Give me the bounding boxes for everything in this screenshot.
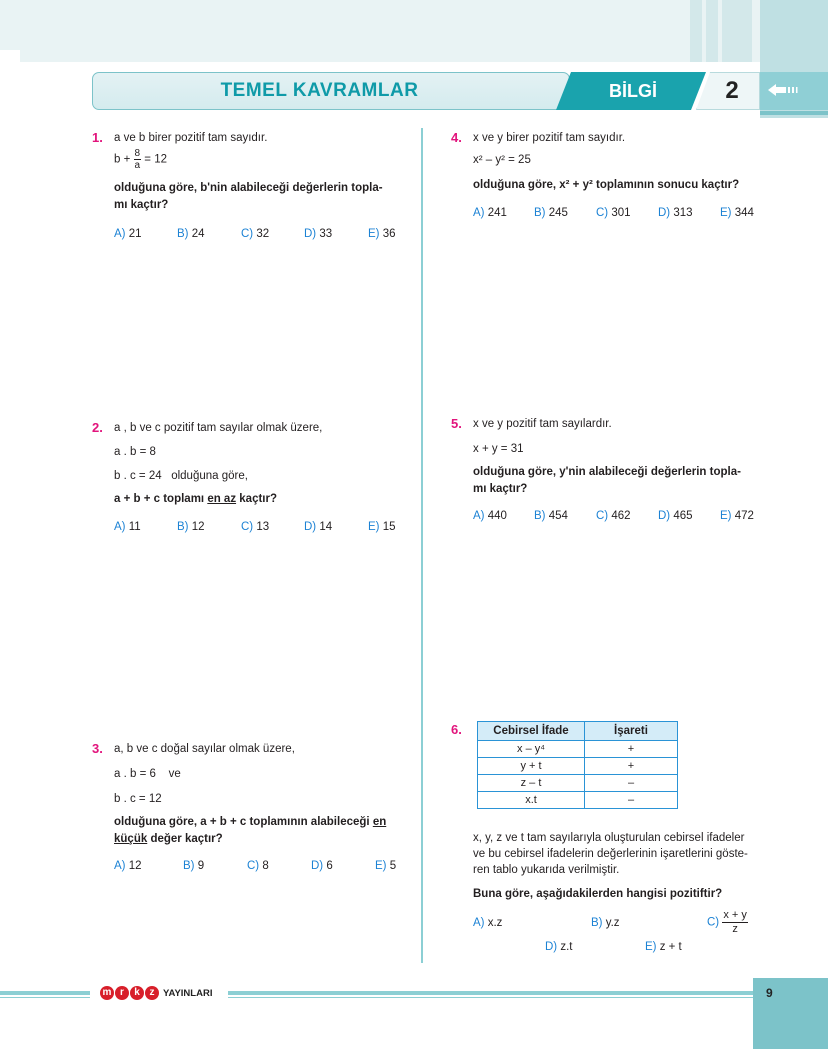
publisher-logo (100, 984, 212, 1002)
answer-option[interactable] (534, 510, 568, 522)
question-equation: x + y = 31 (473, 443, 524, 455)
option-letter: A) (473, 917, 485, 929)
question-intro: x ve y birer pozitif tam sayıdır. (473, 132, 626, 144)
table-row (478, 775, 678, 792)
option-value: 36 (382, 228, 396, 240)
question-number: 2. (92, 420, 103, 435)
answer-option[interactable] (473, 207, 507, 219)
option-value: 8 (262, 860, 269, 872)
option-letter: D) (304, 521, 317, 533)
option-value: 301 (611, 207, 631, 219)
table-cell-sign: + (585, 758, 678, 775)
option-letter: E) (645, 941, 657, 953)
ask-emphasis: küçük (114, 833, 148, 845)
logo-letter: k (130, 986, 144, 1000)
option-value: 465 (673, 510, 693, 522)
option-letter: B) (177, 521, 189, 533)
answer-option[interactable] (177, 521, 205, 533)
answer-option[interactable] (311, 860, 333, 872)
table-cell-expression: z – t (478, 775, 585, 792)
option-value: 6 (326, 860, 333, 872)
option-value: 9 (197, 860, 205, 872)
table-cell-expression: x.t (478, 792, 585, 809)
option-letter: C) (596, 510, 609, 522)
option-value: 440 (487, 510, 507, 522)
answer-option[interactable] (368, 228, 396, 240)
answer-option[interactable] (596, 510, 631, 522)
answer-option[interactable] (534, 207, 568, 219)
option-letter: B) (183, 860, 195, 872)
option-letter: A) (114, 228, 126, 240)
option-letter: C) (247, 860, 260, 872)
question-intro: x ve y pozitif tam sayılardır. (473, 418, 612, 430)
answer-option[interactable] (473, 917, 502, 929)
column-divider (421, 128, 423, 963)
question-given: a . b = 6 ve (114, 768, 181, 780)
page-number: 9 (766, 986, 773, 1000)
question-number: 6. (451, 722, 462, 737)
option-value: 14 (319, 521, 333, 533)
band-notch (0, 50, 20, 62)
answer-option[interactable] (545, 941, 572, 953)
question-intro: a ve b birer pozitif tam sayıdır. (114, 132, 268, 144)
answer-option[interactable] (720, 510, 754, 522)
option-value: y.z (605, 917, 620, 929)
option-value: 24 (191, 228, 205, 240)
description-line: x, y, z ve t tam sayılarıyla oluşturulan cebirsel ifadeler (473, 832, 745, 844)
band-stripe (690, 0, 702, 62)
question-number: 1. (92, 130, 103, 145)
option-value: 454 (548, 510, 568, 522)
option-value: 472 (734, 510, 754, 522)
question-ask (114, 180, 383, 214)
table-cell-sign: + (585, 741, 678, 758)
table-cell-sign: – (585, 775, 678, 792)
question-equation (114, 148, 167, 171)
option-value: 12 (128, 860, 142, 872)
option-letter: D) (304, 228, 317, 240)
option-letter: B) (591, 917, 603, 929)
option-letter: C) (596, 207, 609, 219)
option-letter: D) (311, 860, 324, 872)
option-value: 5 (389, 860, 397, 872)
option-value: z.t (560, 941, 573, 953)
option-letter: D) (658, 510, 671, 522)
option-letter: B) (177, 228, 189, 240)
question-ask: olduğuna göre, x² + y² toplamının sonucu kaçtır? (473, 179, 740, 191)
question-description (473, 830, 748, 878)
question-given: b . c = 12 (114, 793, 162, 805)
option-letter: E) (375, 860, 387, 872)
answer-option[interactable] (304, 521, 332, 533)
ask-line: mı kaçtır? (114, 199, 169, 211)
answer-option[interactable] (658, 207, 693, 219)
fraction-numerator: x + y (723, 909, 747, 921)
table-header: Cebirsel İfade (478, 722, 585, 741)
option-value: 313 (673, 207, 693, 219)
answer-option[interactable] (473, 510, 507, 522)
answer-option[interactable] (114, 228, 142, 240)
fraction-denominator: z (732, 923, 738, 935)
option-value: 11 (128, 521, 141, 533)
option-letter: E) (368, 228, 380, 240)
option-letter: A) (114, 521, 126, 533)
table-row (478, 741, 678, 758)
question-ask (114, 814, 386, 848)
ask-line: olduğuna göre, b'nin alabileceği değerlerin topla- (114, 182, 383, 194)
option-value: x.z (487, 917, 503, 929)
ask-emphasis: en (372, 816, 387, 828)
option-value: 12 (191, 521, 205, 533)
option-letter: D) (545, 941, 558, 953)
section-badge-label: BİLGİ KONTROL (588, 81, 678, 139)
question-given: a . b = 8 (114, 446, 156, 458)
page-title: TEMEL KAVRAMLAR (220, 80, 419, 101)
band-stripe (722, 0, 752, 62)
hand-pointer-icon (766, 78, 798, 107)
answer-option[interactable] (645, 941, 682, 953)
logo-letter: m (100, 986, 114, 1000)
ask-emphasis: en az (207, 493, 237, 505)
answer-option[interactable] (183, 860, 204, 872)
question-equation: x² – y² = 25 (473, 154, 531, 166)
table-header-row (478, 722, 678, 741)
ask-line: mı kaçtır? (473, 483, 528, 495)
sign-table (477, 721, 678, 809)
answer-option[interactable] (720, 207, 754, 219)
answer-option[interactable] (114, 521, 141, 533)
answer-option[interactable] (591, 917, 620, 929)
option-letter: D) (658, 207, 671, 219)
question-ask (473, 464, 741, 498)
question-given: b . c = 24 olduğuna göre, (114, 470, 248, 482)
option-value: 33 (319, 228, 333, 240)
question-number: 4. (451, 130, 462, 145)
ask-text: olduğuna göre, a + b + c toplamının alabileceği (114, 816, 373, 828)
answer-option[interactable] (596, 207, 631, 219)
fraction (134, 148, 142, 171)
answer-option[interactable] (707, 909, 748, 936)
answer-option[interactable] (241, 521, 269, 533)
option-value: 462 (611, 510, 631, 522)
table-cell-sign: – (585, 792, 678, 809)
ask-line (114, 814, 386, 831)
option-value: z + t (659, 941, 682, 953)
answer-option[interactable] (375, 860, 396, 872)
option-letter: B) (534, 207, 546, 219)
description-line: ren tablo yukarıda verilmiştir. (473, 864, 620, 876)
option-letter: E) (720, 510, 732, 522)
eq-prefix: b + (114, 153, 131, 166)
table-cell-expression: y + t (478, 758, 585, 775)
answer-option[interactable] (247, 860, 269, 872)
option-value: 21 (128, 228, 142, 240)
option-letter: B) (534, 510, 546, 522)
publisher-name: YAYINLARI (163, 987, 213, 999)
option-value: 32 (256, 228, 270, 240)
page-number-box (753, 978, 828, 1049)
answer-option[interactable] (304, 228, 332, 240)
question-number: 3. (92, 741, 103, 756)
section-number: 2 (725, 77, 739, 104)
option-value: 344 (734, 207, 754, 219)
option-value: 245 (548, 207, 568, 219)
option-letter: E) (720, 207, 732, 219)
option-value: 15 (382, 521, 396, 533)
question-intro: a, b ve c doğal sayılar olmak üzere, (114, 743, 295, 755)
option-letter: C) (241, 228, 254, 240)
option-letter: A) (473, 510, 485, 522)
nav-tab (760, 72, 828, 110)
question-intro: a , b ve c pozitif tam sayılar olmak üzere, (114, 422, 323, 434)
table-row (478, 758, 678, 775)
table-header: İşareti (585, 722, 678, 741)
answer-option[interactable] (241, 228, 269, 240)
option-letter: C) (707, 916, 720, 929)
question-number: 5. (451, 416, 462, 431)
option-letter: E) (368, 521, 380, 533)
ask-text: değer kaçtır? (147, 833, 223, 845)
logo-letter: z (145, 986, 159, 1000)
table-cell-expression: x – y⁴ (478, 741, 585, 758)
question-ask (114, 491, 277, 508)
ask-text: kaçtır? (236, 493, 277, 505)
description-line: ve bu cebirsel ifadelerin değerlerinin işaretlerini göste- (473, 848, 748, 860)
top-decorative-band (0, 0, 828, 62)
header-underline (760, 111, 828, 115)
band-stripe (706, 0, 718, 62)
fraction-denominator: a (134, 160, 141, 171)
answer-option[interactable] (114, 860, 142, 872)
answer-option[interactable] (368, 521, 396, 533)
option-letter: A) (114, 860, 126, 872)
eq-suffix: = 12 (144, 153, 167, 166)
question-ask: Buna göre, aşağıdakilerden hangisi pozitiftir? (473, 888, 723, 900)
option-value: 241 (487, 207, 507, 219)
answer-option[interactable] (658, 510, 693, 522)
option-letter: A) (473, 207, 485, 219)
option-letter: C) (241, 521, 254, 533)
table-row (478, 792, 678, 809)
fraction (722, 909, 748, 936)
ask-line: olduğuna göre, y'nin alabileceği değerlerin topla- (473, 466, 741, 478)
fraction-numerator: 8 (134, 148, 141, 159)
ask-text: a + b + c toplamı (114, 493, 208, 505)
logo-letter: r (115, 986, 129, 1000)
ask-line (114, 831, 386, 848)
answer-option[interactable] (177, 228, 205, 240)
option-value: 13 (256, 521, 270, 533)
